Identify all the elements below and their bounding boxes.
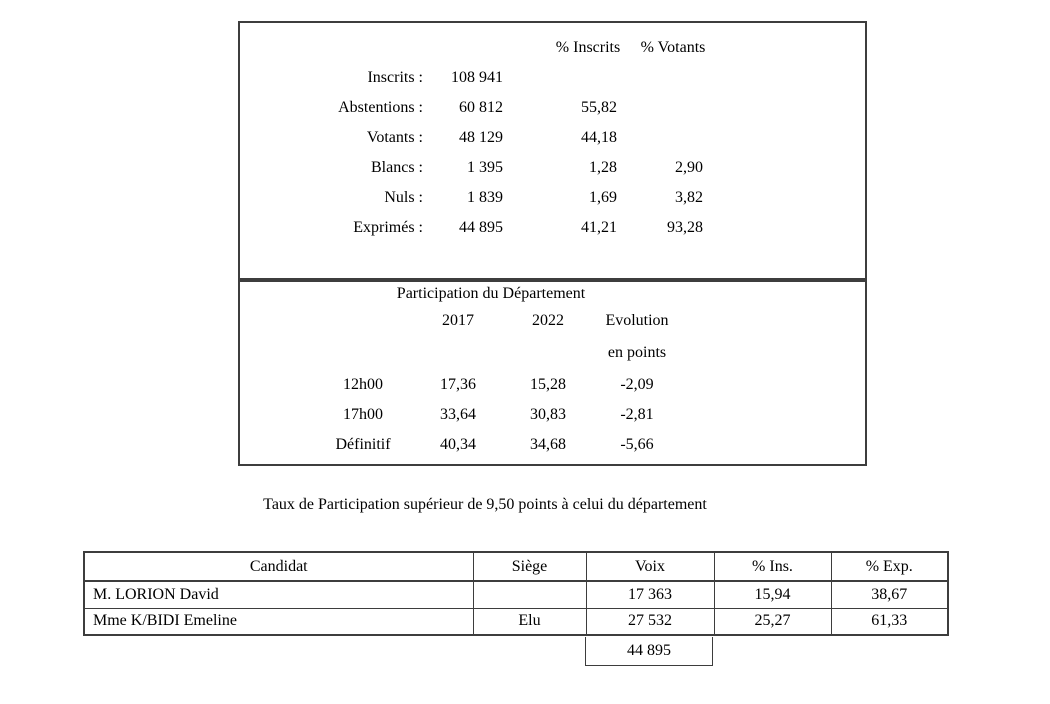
participation-header-row [240, 310, 865, 332]
participation-2017-value: 40,34 [440, 436, 476, 453]
stats-value: 108 941 [451, 69, 503, 86]
participation-row-definitif [240, 434, 865, 456]
participation-col-evolution: Evolution [605, 312, 669, 329]
results-row-kbidi [84, 608, 948, 635]
participation-evolution-value: -2,09 [620, 376, 654, 393]
stats-label: Votants : [366, 129, 423, 146]
stats-header-row [240, 33, 865, 63]
stats-pct-inscrits: 41,21 [581, 219, 617, 236]
candidate-pct-ins: 25,27 [714, 608, 831, 635]
participation-evolution-value: -2,81 [620, 406, 654, 423]
participation-col-evolution-sub: en points [607, 344, 667, 361]
results-header-row [84, 552, 948, 581]
results-row-lorion [84, 581, 948, 608]
results-header-pct-ins: % Ins. [714, 552, 831, 581]
stats-pct-votants: 2,90 [675, 159, 703, 176]
participation-time-label: Définitif [335, 436, 391, 453]
stats-label: Nuls : [384, 189, 423, 206]
stats-value: 1 395 [467, 159, 503, 176]
stats-col-header-pct-inscrits: % Inscrits [555, 39, 621, 56]
results-header-voix: Voix [586, 552, 714, 581]
results-header-pct-exp: % Exp. [831, 552, 948, 581]
stats-pct-inscrits: 44,18 [581, 129, 617, 146]
stats-pct-votants [617, 63, 703, 93]
stats-pct-votants [617, 123, 703, 153]
participation-time-label: 17h00 [343, 406, 383, 423]
stats-pct-inscrits: 55,82 [581, 99, 617, 116]
participation-2022-value: 15,28 [530, 376, 566, 393]
stats-row-votants [240, 123, 865, 153]
participation-2022-value: 30,83 [530, 406, 566, 423]
participation-title: Participation du Département [396, 285, 586, 302]
stats-label: Blancs : [371, 159, 423, 176]
stats-value: 60 812 [459, 99, 503, 116]
results-table [83, 551, 949, 636]
participation-evolution-value: -5,66 [620, 436, 654, 453]
stats-value: 48 129 [459, 129, 503, 146]
stats-label: Exprimés : [353, 219, 423, 236]
stats-pct-inscrits [503, 63, 617, 93]
stats-row-nuls [240, 183, 865, 213]
stats-table [238, 21, 867, 280]
stats-row-exprimes [240, 213, 865, 243]
participation-2017-value: 17,36 [440, 376, 476, 393]
participation-table [238, 280, 867, 466]
stats-pct-votants [617, 93, 703, 123]
participation-subheader-row [240, 342, 865, 364]
stats-col-header-pct-votants: % Votants [640, 39, 706, 56]
stats-row-blancs [240, 153, 865, 183]
candidate-name: Mme K/BIDI Emeline [84, 608, 473, 635]
stats-row-abstentions [240, 93, 865, 123]
results-header-candidat: Candidat [84, 552, 473, 581]
candidate-siege: Elu [473, 608, 586, 635]
stats-label: Abstentions : [338, 99, 423, 116]
stats-value: 1 839 [467, 189, 503, 206]
stats-row-inscrits [240, 63, 865, 93]
participation-2017-value: 33,64 [440, 406, 476, 423]
candidate-siege [473, 581, 586, 608]
candidate-voix: 27 532 [586, 608, 714, 635]
stats-pct-inscrits: 1,69 [589, 189, 617, 206]
stats-label: Inscrits : [367, 69, 423, 86]
candidate-pct-exp: 38,67 [831, 581, 948, 608]
participation-row-12h00 [240, 374, 865, 396]
candidate-name: M. LORION David [84, 581, 473, 608]
participation-time-label: 12h00 [343, 376, 383, 393]
candidate-pct-exp: 61,33 [831, 608, 948, 635]
participation-2022-value: 34,68 [530, 436, 566, 453]
results-header-siege: Siège [473, 552, 586, 581]
participation-col-2022: 2022 [532, 312, 564, 329]
stats-value: 44 895 [459, 219, 503, 236]
participation-note: Taux de Participation supérieur de 9,50 points à celui du département [263, 496, 707, 513]
stats-pct-votants: 3,82 [675, 189, 703, 206]
participation-row-17h00 [240, 404, 865, 426]
stats-pct-inscrits: 1,28 [589, 159, 617, 176]
results-total-voix: 44 895 [585, 637, 713, 666]
participation-col-2017: 2017 [442, 312, 474, 329]
stats-pct-votants: 93,28 [667, 219, 703, 236]
candidate-voix: 17 363 [586, 581, 714, 608]
candidate-pct-ins: 15,94 [714, 581, 831, 608]
